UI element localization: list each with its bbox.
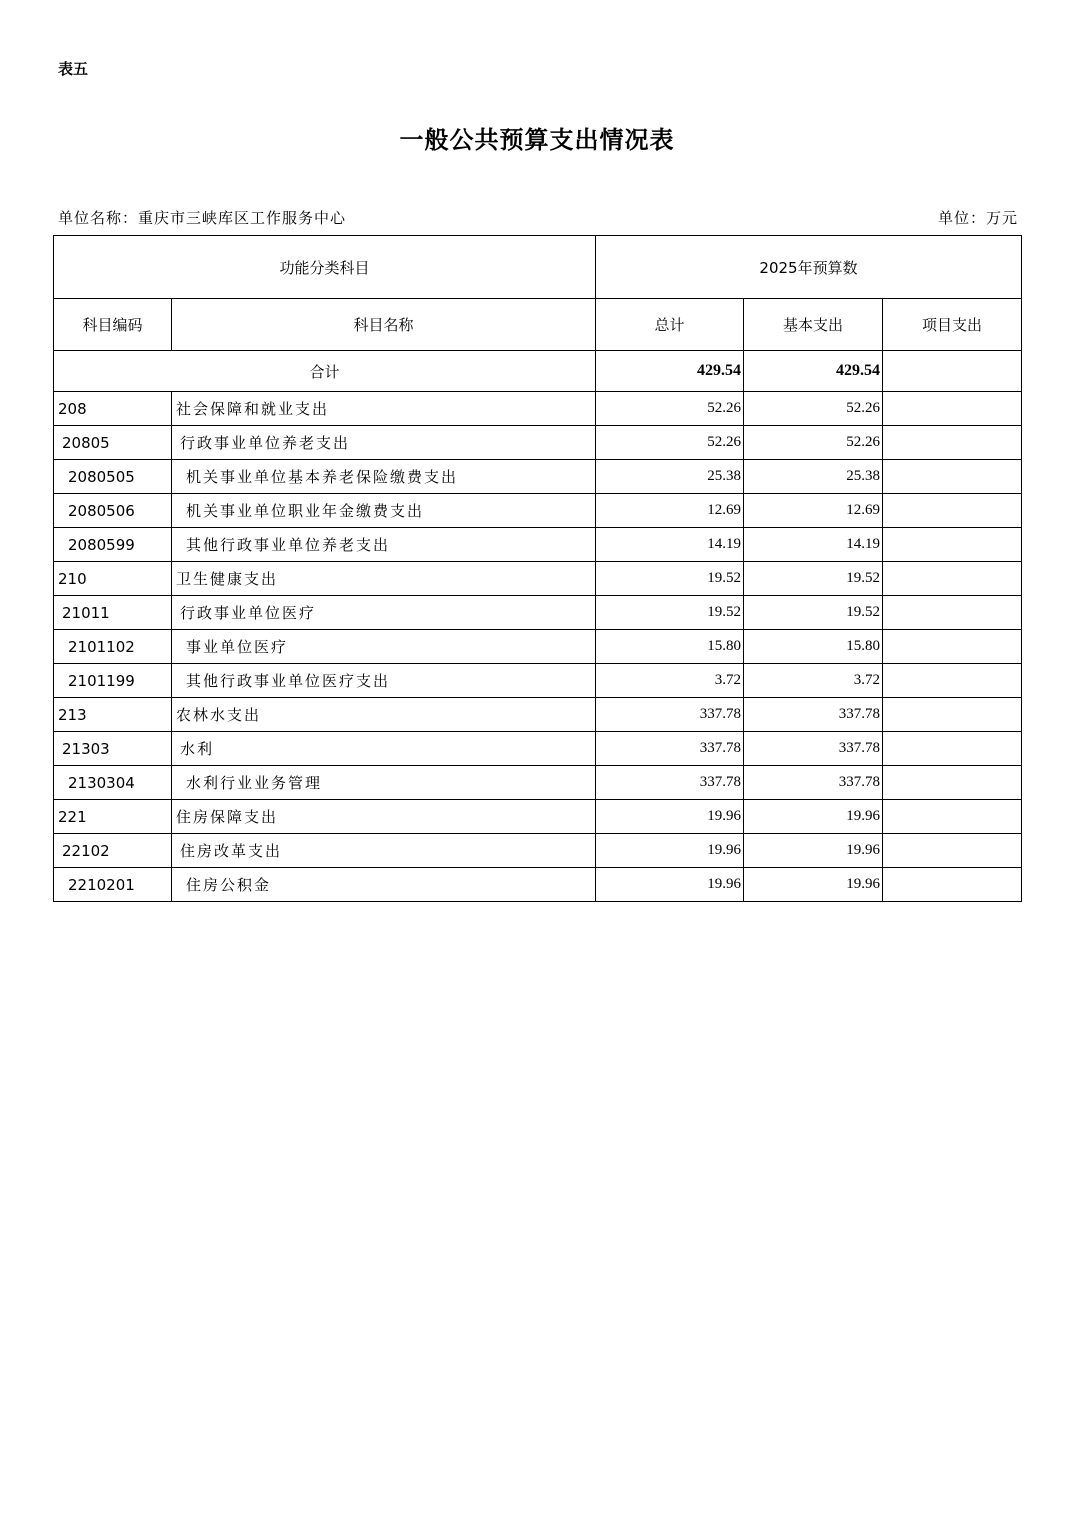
row-code: 208 [54,392,172,426]
summary-basic: 429.54 [744,351,883,392]
row-basic: 19.96 [744,868,883,902]
table-row [54,596,1022,630]
header-code: 科目编码 [54,299,172,351]
row-project [883,596,1022,630]
row-project [883,528,1022,562]
table-row [54,392,1022,426]
table-row [54,562,1022,596]
row-project [883,630,1022,664]
table-row [54,698,1022,732]
row-name: 卫生健康支出 [172,562,596,596]
row-project [883,562,1022,596]
row-total: 337.78 [596,698,744,732]
row-code: 2101199 [54,664,172,698]
row-name: 住房改革支出 [172,834,596,868]
row-total: 19.96 [596,868,744,902]
currency-unit: 单位：万元 [937,209,1018,227]
page-title: 一般公共预算支出情况表 [399,125,675,154]
row-project [883,800,1022,834]
row-total: 19.96 [596,800,744,834]
row-name: 其他行政事业单位养老支出 [172,528,596,562]
row-total: 25.38 [596,460,744,494]
row-basic: 52.26 [744,392,883,426]
row-basic: 25.38 [744,460,883,494]
row-code: 2080506 [54,494,172,528]
row-basic: 19.96 [744,800,883,834]
table-row [54,868,1022,902]
row-basic: 19.52 [744,596,883,630]
header-row-1 [54,236,1022,299]
row-basic: 14.19 [744,528,883,562]
header-functional-category: 功能分类科目 [54,236,596,299]
row-basic: 19.96 [744,834,883,868]
row-name: 住房公积金 [172,868,596,902]
row-code: 22102 [54,834,172,868]
row-basic: 337.78 [744,766,883,800]
summary-row [54,351,1022,392]
row-total: 19.52 [596,562,744,596]
header-project: 项目支出 [883,299,1022,351]
row-project [883,494,1022,528]
row-project [883,834,1022,868]
header-row-2 [54,299,1022,351]
row-total: 14.19 [596,528,744,562]
row-name: 住房保障支出 [172,800,596,834]
row-name: 水利行业业务管理 [172,766,596,800]
table-row [54,732,1022,766]
row-code: 21011 [54,596,172,630]
row-basic: 19.52 [744,562,883,596]
row-total: 19.96 [596,834,744,868]
row-project [883,664,1022,698]
header-total: 总计 [596,299,744,351]
row-total: 52.26 [596,426,744,460]
row-basic: 52.26 [744,426,883,460]
row-total: 52.26 [596,392,744,426]
table-row [54,766,1022,800]
row-name: 事业单位医疗 [172,630,596,664]
table-row [54,664,1022,698]
summary-label: 合计 [54,351,596,392]
row-code: 20805 [54,426,172,460]
row-total: 15.80 [596,630,744,664]
row-basic: 15.80 [744,630,883,664]
row-code: 221 [54,800,172,834]
row-project [883,766,1022,800]
row-project [883,460,1022,494]
row-project [883,426,1022,460]
table-row [54,494,1022,528]
table-label: 表五 [58,60,89,78]
row-name: 社会保障和就业支出 [172,392,596,426]
row-basic: 3.72 [744,664,883,698]
row-name: 行政事业单位医疗 [172,596,596,630]
header-name: 科目名称 [172,299,596,351]
row-total: 3.72 [596,664,744,698]
row-total: 337.78 [596,766,744,800]
row-total: 12.69 [596,494,744,528]
table-row [54,460,1022,494]
row-basic: 337.78 [744,732,883,766]
row-name: 农林水支出 [172,698,596,732]
budget-table [53,235,1022,902]
row-name: 水利 [172,732,596,766]
unit-name: 单位名称：重庆市三峡库区工作服务中心 [58,209,347,227]
row-name: 机关事业单位基本养老保险缴费支出 [172,460,596,494]
row-name: 机关事业单位职业年金缴费支出 [172,494,596,528]
table-row [54,630,1022,664]
row-basic: 337.78 [744,698,883,732]
row-code: 210 [54,562,172,596]
row-basic: 12.69 [744,494,883,528]
row-code: 2130304 [54,766,172,800]
table-row [54,834,1022,868]
table-row [54,528,1022,562]
row-code: 21303 [54,732,172,766]
row-project [883,732,1022,766]
row-code: 2080505 [54,460,172,494]
summary-project [883,351,1022,392]
row-code: 213 [54,698,172,732]
row-project [883,392,1022,426]
row-total: 337.78 [596,732,744,766]
row-code: 2210201 [54,868,172,902]
header-budget-year: 2025年预算数 [596,236,1022,299]
header-basic: 基本支出 [744,299,883,351]
row-code: 2101102 [54,630,172,664]
summary-total: 429.54 [596,351,744,392]
table-row [54,800,1022,834]
row-project [883,868,1022,902]
table-row [54,426,1022,460]
row-code: 2080599 [54,528,172,562]
row-project [883,698,1022,732]
row-name: 行政事业单位养老支出 [172,426,596,460]
row-total: 19.52 [596,596,744,630]
row-name: 其他行政事业单位医疗支出 [172,664,596,698]
